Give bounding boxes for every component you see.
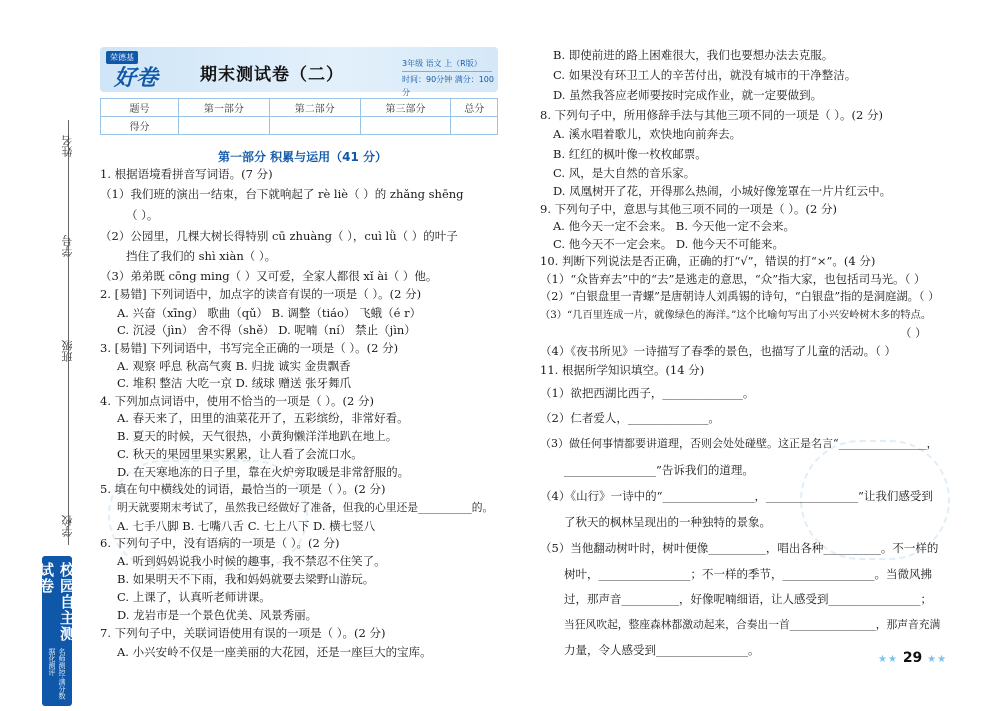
table-header-cell: 第三部分 [360, 99, 451, 117]
table-header-cell: 题号 [101, 99, 179, 117]
right-question-line: B. 红红的枫叶像一枚枚邮票。 [553, 147, 707, 161]
star-decoration-icon: ★★ [927, 654, 948, 665]
right-question-line: C. 他今天不一定会来。 D. 他今天不可能来。 [553, 237, 784, 251]
right-question-line: （3）“几百里连成一片，就像绿色的海洋。”这个比喻句写出了小兴安岭树木多的特点。 [540, 309, 932, 321]
left-question-line: （ ）。 [126, 208, 159, 222]
left-question-line: 7. 下列句子中，关联词语使用有误的一项是（ ）。(2 分) [100, 626, 386, 640]
time-info: 时间：90分钟 满分：100分 [402, 75, 494, 97]
right-question-line: ________________”告诉我们的道理。 [564, 463, 754, 477]
left-question-line: C. 上课了，认真听老师讲课。 [117, 590, 271, 604]
table-header-cell: 第二部分 [269, 99, 360, 117]
right-question-line: 11. 根据所学知识填空。(14 分) [540, 363, 705, 377]
side-brand-banner [37, 556, 76, 706]
right-question-line: A. 他今天一定不会来。 B. 今天他一定不会来。 [553, 219, 796, 233]
logo-text: 好卷 [114, 66, 159, 91]
left-question-line: （2）公园里，几棵大树长得特别 cū zhuàng（ ），cuì lǜ（ ）的叶子 [100, 229, 458, 243]
right-question-line: C. 风，是大自然的音乐家。 [553, 166, 696, 180]
right-question-line: B. 即使前进的路上困难很大，我们也要想办法去克服。 [553, 48, 834, 62]
score-table [100, 98, 498, 135]
left-question-line: 1. 根据语境看拼音写词语。(7 分) [100, 167, 273, 181]
right-question-line: （5）当他翻动树叶时，树叶便像__________，唱出各种__________。不一样的 [540, 541, 939, 555]
left-question-line: A. 七手八脚 B. 七嘴八舌 C. 七上八下 D. 横七竖八 [117, 519, 376, 533]
binding-line [68, 120, 69, 200]
right-question-line: （4）《山行》一诗中的“________________，________________”让我们感受到 [540, 489, 933, 503]
left-question-line: 2. [易错] 下列词语中，加点字的读音有误的一项是（ ）。(2 分) [100, 287, 422, 301]
left-question-line: A. 小兴安岭不仅是一座美丽的大花园，还是一座巨大的宝库。 [117, 645, 432, 659]
side-brand-title: 校园自主测试卷 [37, 562, 76, 642]
left-question-line: 明天就要期末考试了，虽然我已经做好了准备，但我的心里还是__________的。 [117, 501, 494, 514]
left-question-line: （1）我们班的演出一结束，台下就响起了 rè liè（ ）的 zhǎng shēng [100, 187, 464, 201]
class-label: 班级 [61, 340, 74, 362]
table-row [101, 117, 498, 135]
exam-title: 期末测试卷（二） [200, 65, 344, 85]
binding-strip [0, 0, 98, 711]
right-question-line: （1）“众皆弃去”中的“去”是逃走的意思，“众”指大家，也包括司马光。（ ） [540, 272, 926, 286]
left-question-line: 4. 下列加点词语中，使用不恰当的一项是（ ）。(2 分) [100, 394, 374, 408]
left-question-line: D. 龙岩市是一个景色优美、风景秀丽。 [117, 608, 318, 622]
left-question-line: B. 夏天的时候，天气很热，小黄狗懒洋洋地趴在地上。 [117, 429, 398, 443]
right-question-line: 当狂风吹起，整座森林都激动起来，合奏出一首________________，那声音充满 [564, 618, 941, 631]
right-question-line: 过，那声音__________，好像呢喃细语，让人感受到________________； [564, 592, 932, 606]
table-header-cell: 总分 [451, 99, 498, 117]
logo [106, 51, 176, 91]
page-number-text: 29 [902, 650, 923, 666]
right-question-line: 树叶，________________；不一样的季节，________________。当微风拂 [564, 567, 932, 581]
page-number [878, 650, 947, 666]
right-question-line: 8. 下列句子中，所用修辞手法与其他三项不同的一项是（ ）。(2 分) [540, 108, 883, 122]
left-question-line: A. 听到妈妈说我小时候的趣事，我不禁忍不住笑了。 [117, 554, 386, 568]
logo-tag: 荣德基 [106, 51, 138, 64]
left-question-line: C. 秋天的果园里果实累累，让人看了会流口水。 [117, 447, 363, 461]
right-question-line: D. 虽然我答应老师要按时完成作业，就一定要做到。 [553, 88, 823, 102]
score-cell[interactable] [360, 117, 451, 135]
info-divider [402, 71, 492, 72]
left-question-line: 6. 下列句子中，没有语病的一项是（ ）。(2 分) [100, 536, 340, 550]
left-question-line: 5. 填在句中横线处的词语，最恰当的一项是（ ）。(2 分) [100, 482, 386, 496]
score-cell[interactable] [179, 117, 270, 135]
table-row [101, 99, 498, 117]
right-question-line: （1）欲把西湖比西子，______________。 [540, 386, 755, 400]
exam-info [402, 57, 498, 99]
left-question-line: B. 如果明天不下雨，我和妈妈就要去梁野山游玩。 [117, 572, 375, 586]
right-question-line: C. 如果没有环卫工人的辛苦付出，就没有城市的干净整洁。 [553, 68, 857, 82]
right-question-line: 10. 判断下列说法是否正确，正确的打“√”，错误的打“×”。(4 分) [540, 254, 876, 268]
student-id-label: 学号 [61, 235, 74, 257]
right-question-line: （3）做任何事情都要讲道理，否则会处处碰壁。这正是名言“________________， [540, 437, 938, 450]
left-question-line: C. 沉浸（jìn） 舍不得（shě） D. 呢喃（ní） 禁止（jìn） [117, 323, 416, 337]
table-header-cell: 第一部分 [179, 99, 270, 117]
name-label: 姓名 [61, 135, 74, 157]
table-row-label: 得分 [101, 117, 179, 135]
left-question-line: C. 堆积 整洁 大吃一京 D. 绒球 赠送 张牙舞爪 [117, 376, 352, 390]
star-decoration-icon: ★★ [878, 654, 898, 665]
score-cell[interactable] [269, 117, 360, 135]
right-question-line: A. 溪水唱着歌儿，欢快地向前奔去。 [553, 127, 742, 141]
left-question-line: 3. [易错] 下列词语中，书写完全正确的一项是（ ）。(2 分) [100, 341, 399, 355]
grade-info: 3年级 语文 上（R版） [402, 59, 482, 68]
left-question-line: D. 在天寒地冻的日子里，靠在火炉旁取暖是非常舒服的。 [117, 465, 410, 479]
exam-header [100, 47, 498, 97]
section-title: 第一部分 积累与运用（41 分） [218, 150, 388, 164]
school-label: 学校 [61, 515, 74, 537]
right-question-line: （2）仁者爱人，______________。 [540, 411, 720, 425]
right-question-line: 力量，令人感受到________________。 [564, 643, 760, 657]
binding-line [68, 305, 69, 435]
left-question-line: A. 春天来了，田里的油菜花开了，五彩缤纷，非常好看。 [117, 411, 409, 425]
right-question-line: D. 凤凰树开了花，开得那么热闹，小城好像笼罩在一片片红云中。 [553, 184, 892, 198]
right-question-line: （2）“白银盘里一青螺”是唐朝诗人刘禹锡的诗句，“白银盘”指的是洞庭湖。（ ） [540, 290, 940, 303]
left-question-line: A. 兴奋（xīng） 歌曲（qǔ） B. 调整（tiáo） 飞蛾（é r） [117, 306, 422, 320]
side-brand-subtitle: 名师测控·满分数据化测评 [48, 648, 66, 700]
left-question-line: 挡住了我们的 shì xiàn（ ）。 [126, 249, 277, 263]
left-question-line: A. 观察 呼息 秋高气爽 B. 归拢 诚实 金贵飘香 [117, 359, 351, 373]
right-question-line: 9. 下列句子中，意思与其他三项不同的一项是（ ）。(2 分) [540, 202, 837, 216]
score-cell[interactable] [451, 117, 498, 135]
left-question-line: （3）弟弟既 cōng ming（ ）又可爱，全家人都很 xǐ ài（ ）他。 [100, 269, 438, 283]
right-question-line: 了秋天的枫林呈现出的一种独特的景象。 [564, 515, 771, 529]
right-question-line: （4）《夜书所见》一诗描写了春季的景色，也描写了儿童的活动。（ ） [540, 344, 896, 358]
right-question-line: （ ） [900, 326, 927, 340]
